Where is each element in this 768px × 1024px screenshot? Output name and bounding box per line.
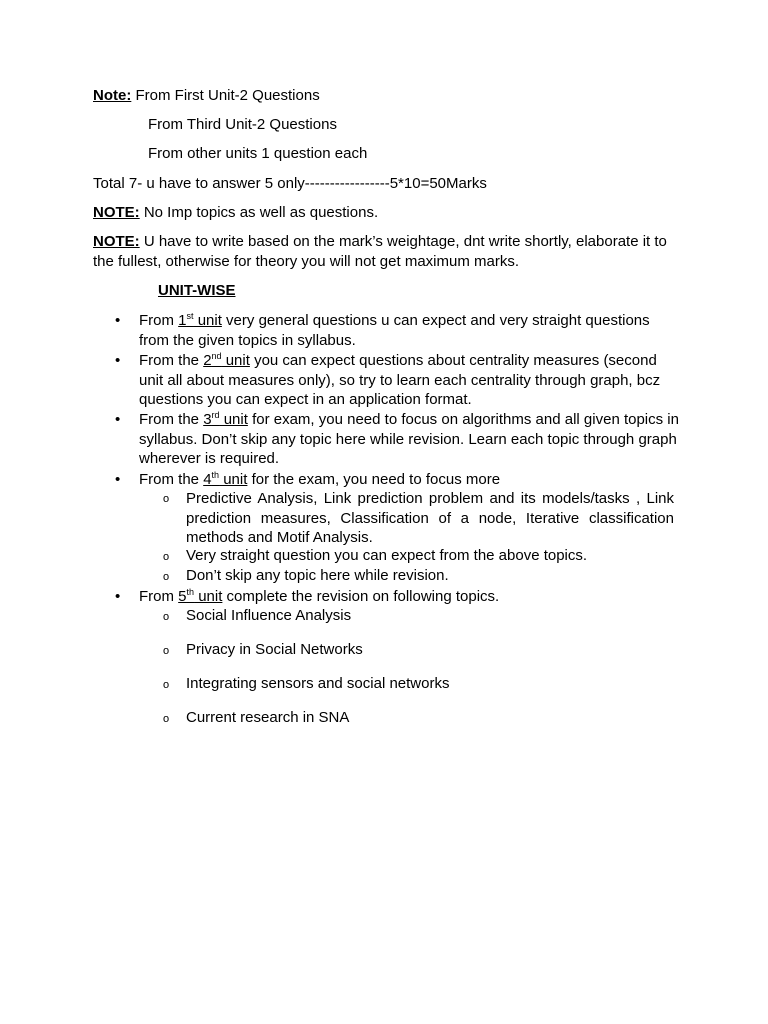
bullet-icon: • <box>115 312 121 329</box>
bullet-unit-2: From the 2nd unit you can expect questions about centrality measures (second unit all about measures only), so try to learn each centrality through graph, bcz questions you can expect in an application format. <box>139 351 661 408</box>
unit5-sub-item: Integrating sensors and social networks <box>186 675 450 692</box>
unit5-sub-item: Privacy in Social Networks <box>186 641 363 658</box>
sub-bullet-icon: o <box>163 551 170 563</box>
note-other-units: From other units 1 question each <box>148 145 368 162</box>
sub-bullet-icon: o <box>163 713 170 725</box>
note-label: NOTE: <box>93 233 140 250</box>
bullet-icon: • <box>115 588 121 605</box>
note-no-imp-topics: NOTE: No Imp topics as well as questions. <box>93 204 379 221</box>
sub-bullet-icon: o <box>163 611 170 623</box>
unit4-sub-item: Predictive Analysis, Link prediction problem and its models/tasks , Link prediction measures, Classification of a node, Iterative classification methods and Motif Analysis. <box>186 490 674 546</box>
bullet-icon: • <box>115 471 121 488</box>
sub-bullet-icon: o <box>163 493 170 505</box>
note-weightage: NOTE: U have to write based on the mark’s weightage, dnt write shortly, elaborate it to the fullest, otherwise for theory you will not get maximum marks. <box>93 233 667 270</box>
note-first-unit: Note: From First Unit-2 Questions <box>93 87 320 104</box>
unit5-sub-item: Social Influence Analysis <box>186 607 352 624</box>
sub-bullet-icon: o <box>163 645 170 657</box>
total-marks-line: Total 7- u have to answer 5 only-----------------5*10=50Marks <box>93 175 487 192</box>
note-third-unit: From Third Unit-2 Questions <box>148 116 337 133</box>
bullet-icon: • <box>115 411 121 428</box>
unit4-sub-item: Don’t skip any topic here while revision. <box>186 567 449 584</box>
sub-bullet-icon: o <box>163 571 170 583</box>
bullet-unit-3: From the 3rd unit for exam, you need to focus on algorithms and all given topics in syllabus. Don’t skip any topic here while revision. Learn each topic through graph wherever is required. <box>139 410 679 467</box>
note-label: Note: <box>93 87 132 104</box>
bullet-unit-5: From 5th unit complete the revision on following topics. <box>139 587 500 605</box>
note-label: NOTE: <box>93 204 140 221</box>
sub-bullet-icon: o <box>163 679 170 691</box>
unit4-sub-item: Very straight question you can expect from the above topics. <box>186 547 588 564</box>
unit-wise-heading: UNIT-WISE <box>158 282 236 299</box>
bullet-unit-4: From the 4th unit for the exam, you need to focus more <box>139 470 501 488</box>
bullet-unit-1: From 1st unit very general questions u can expect and very straight questions from the given topics in syllabus. <box>139 311 650 349</box>
bullet-icon: • <box>115 352 121 369</box>
unit5-sub-item: Current research in SNA <box>186 709 350 726</box>
